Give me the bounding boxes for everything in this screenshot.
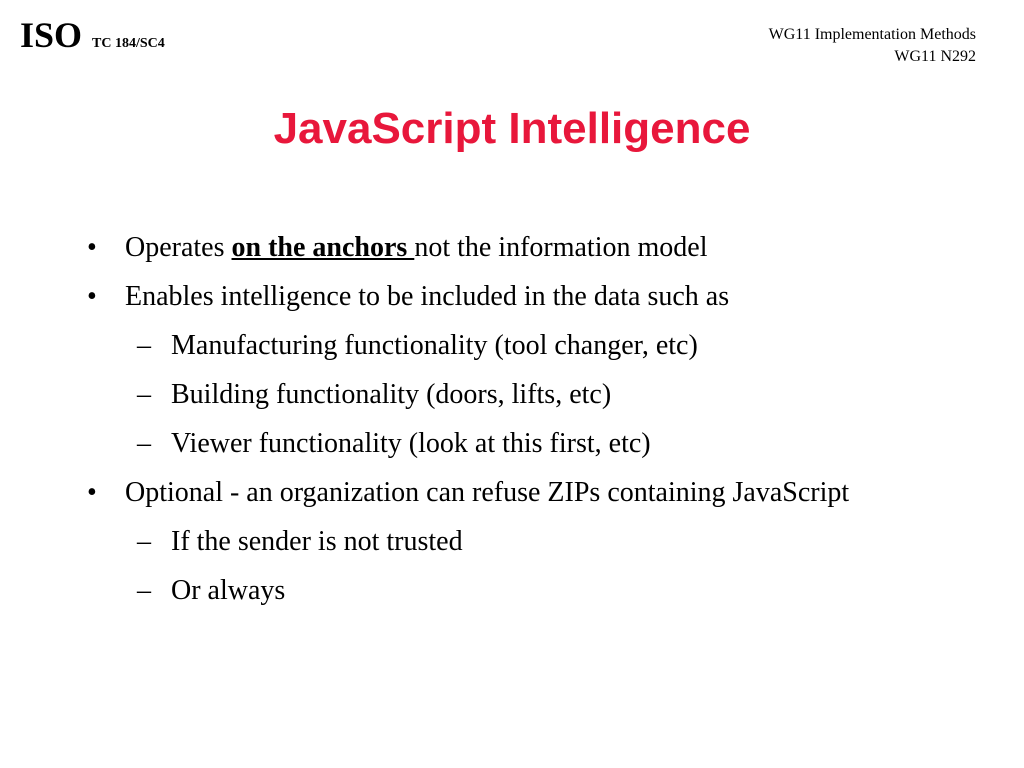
sub-bullet-text: Viewer functionality (look at this first, etc) [171, 428, 651, 459]
sub-bullet-text: Or always [171, 575, 286, 606]
sub-bullet-item [0, 522, 871, 562]
bullet-text-prefix: Operates [125, 232, 232, 263]
working-group-title: WG11 Implementation Methods [768, 26, 976, 43]
bullet-text: Enables intelligence to be included in the data such as [125, 281, 730, 312]
slide-title: JavaScript Intelligence [273, 104, 751, 153]
bullet-marker: • [87, 477, 97, 508]
dash-marker: – [137, 526, 151, 557]
iso-label: ISO [20, 15, 83, 55]
sub-bullet-text: Manufacturing functionality (tool changer, etc) [171, 330, 698, 361]
document-number: WG11 N292 [894, 48, 976, 65]
sub-bullet-item [0, 571, 871, 611]
bullet-emphasis: on the anchors [231, 232, 415, 263]
sub-bullet-item [0, 375, 871, 415]
dash-marker: – [137, 575, 151, 606]
slide-content [0, 228, 1024, 620]
dash-marker: – [137, 330, 151, 361]
sub-bullet-text: Building functionality (doors, lifts, etc) [171, 379, 612, 410]
bullet-item [0, 473, 885, 513]
sub-bullet-item [0, 326, 871, 366]
bullet-item [0, 277, 885, 317]
bullet-text: Optional - an organization can refuse ZIPs containing JavaScript [125, 477, 850, 508]
header-left [20, 14, 165, 56]
sub-bullet-text: If the sender is not trusted [171, 526, 463, 557]
dash-marker: – [137, 379, 151, 410]
bullet-marker: • [87, 232, 97, 263]
bullet-item [0, 228, 885, 268]
header-right [769, 24, 976, 68]
committee-label: TC 184/SC4 [92, 36, 165, 51]
dash-marker: – [137, 428, 151, 459]
sub-bullet-item [0, 424, 871, 464]
bullet-text-suffix: not the information model [414, 232, 708, 263]
bullet-marker: • [87, 281, 97, 312]
